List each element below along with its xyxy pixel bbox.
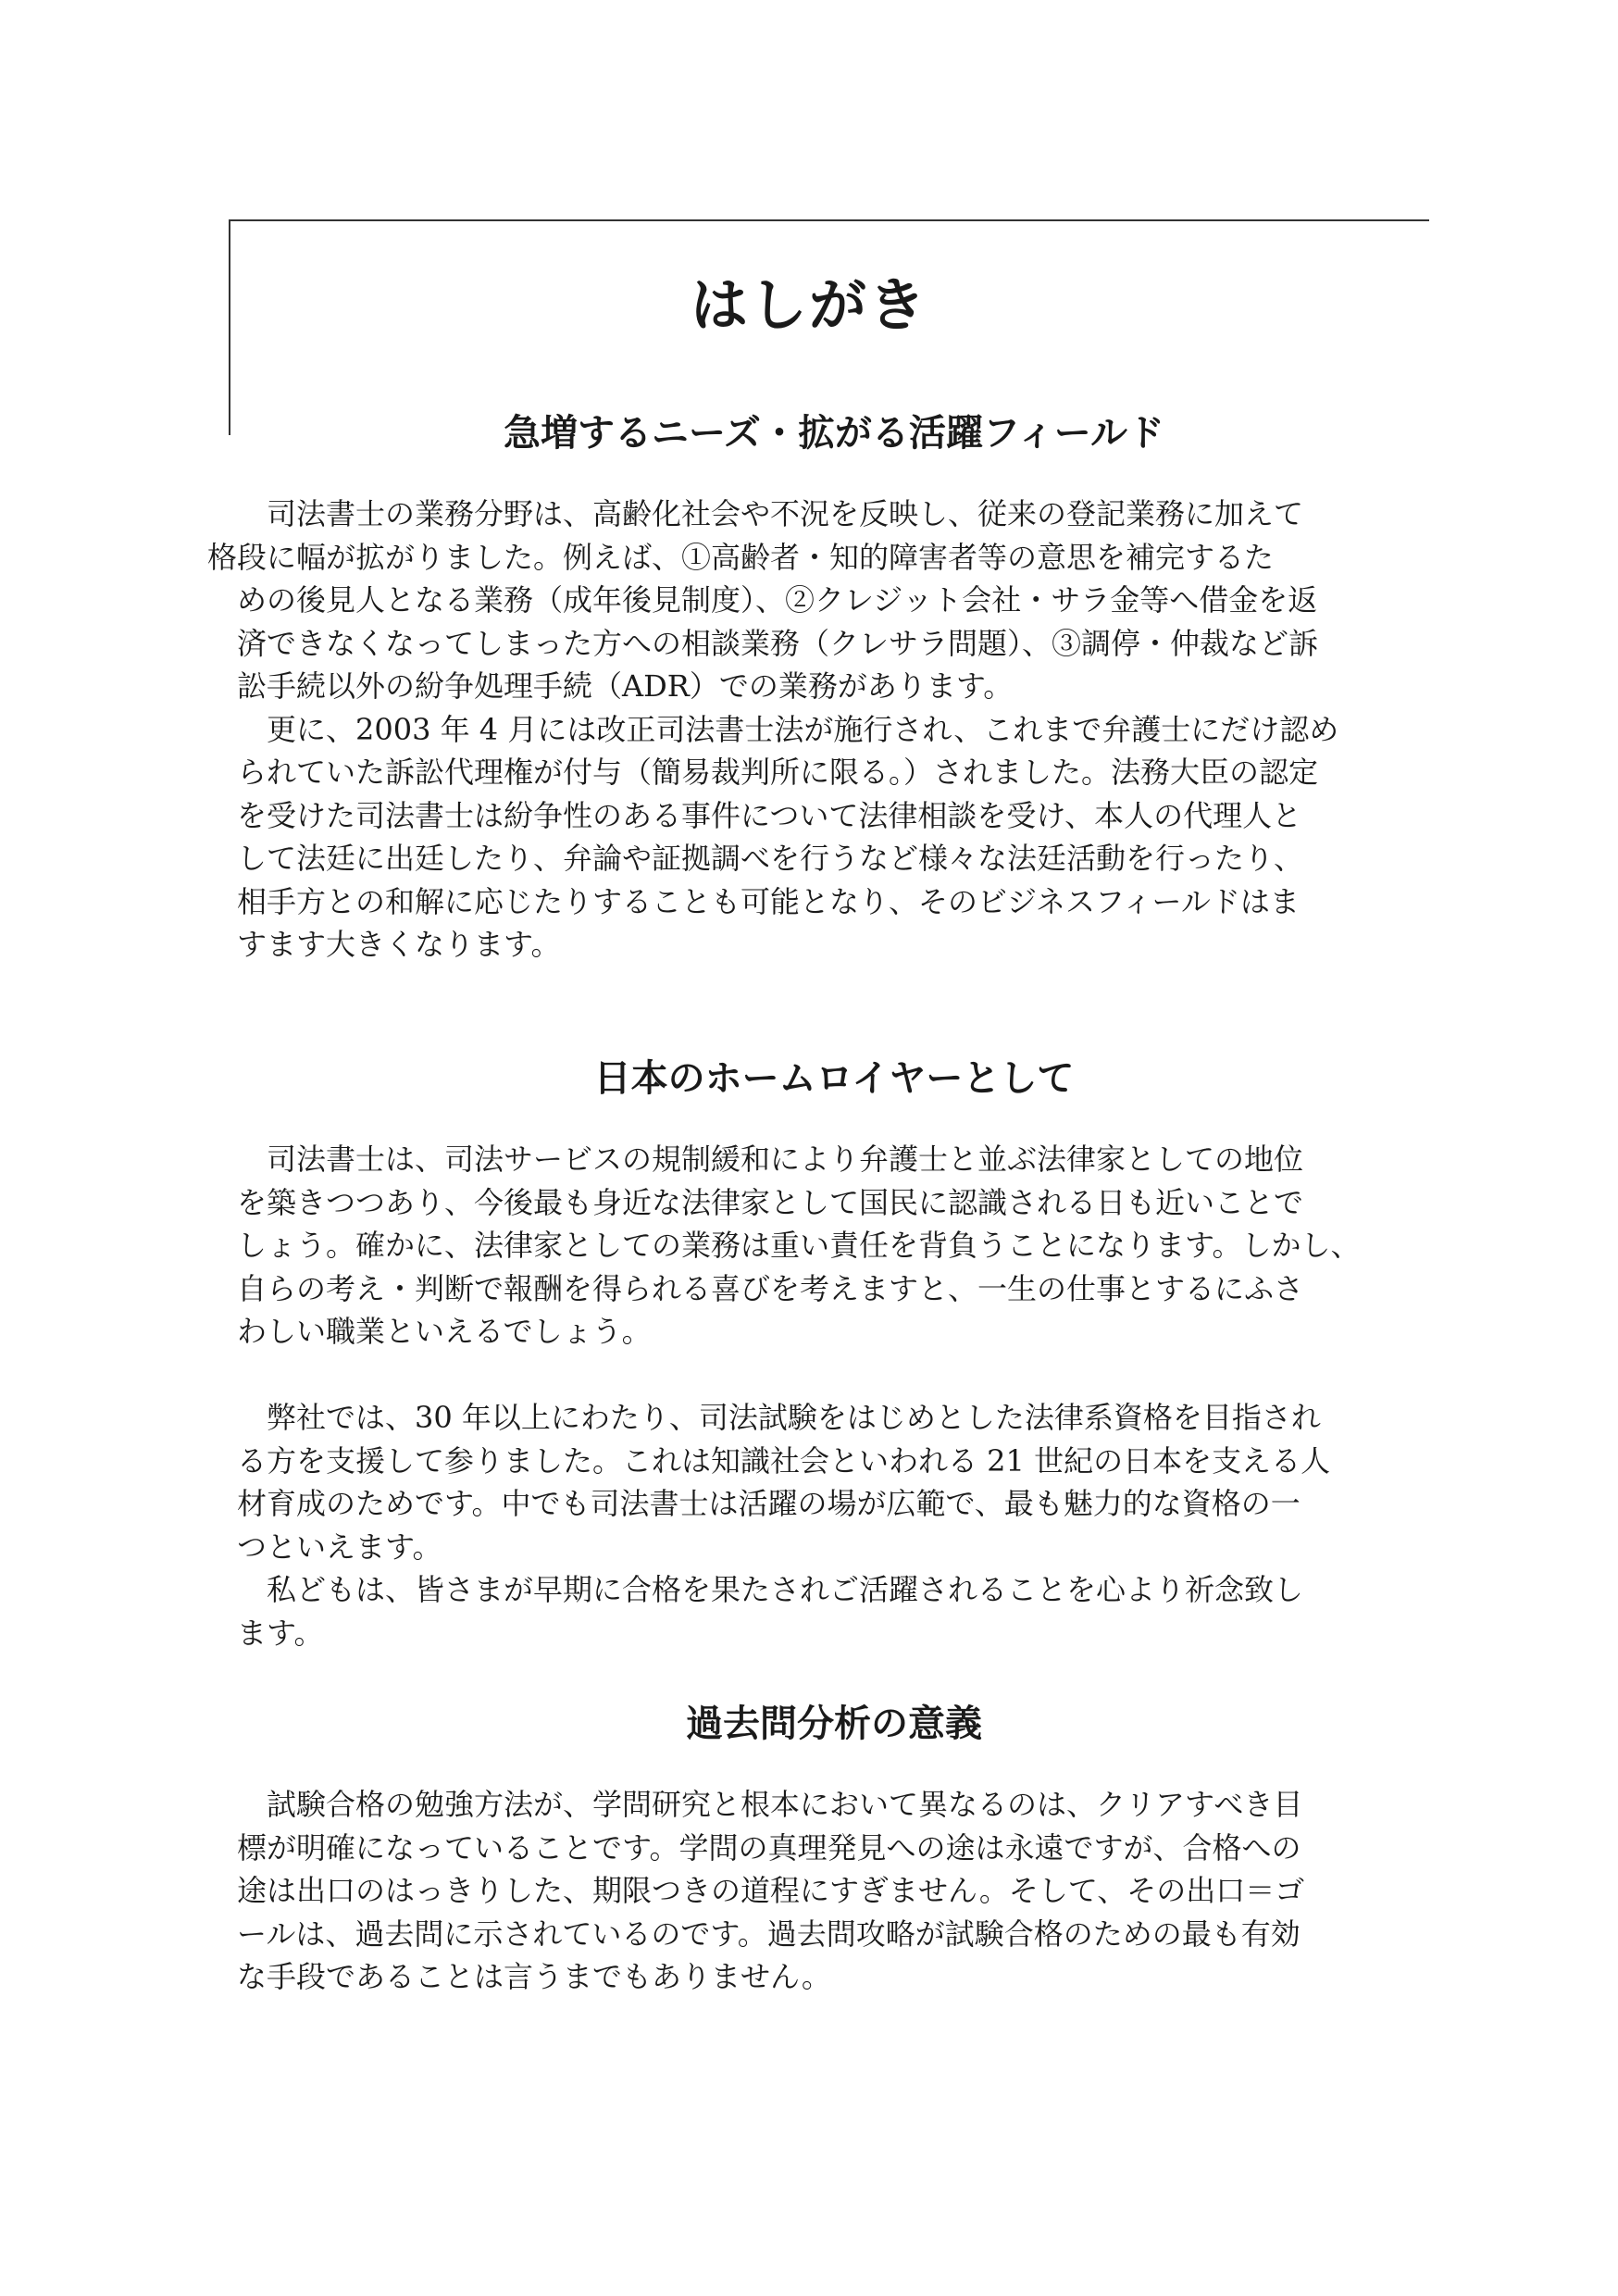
text-line: な手段であることは言うまでもありません。 bbox=[237, 1959, 831, 1994]
paragraph-gap bbox=[237, 1354, 1431, 1397]
text-line: 自らの考え・判断で報酬を得られる喜びを考えますと、一生の仕事とするにふさ bbox=[237, 1270, 1304, 1306]
text-line: して法廷に出廷したり、弁論や証拠調べを行うなど様々な法廷活動を行ったり、 bbox=[237, 841, 1304, 876]
text-line: 標が明確になっていることです。学問の真理発見への途は永遠ですが、合格への bbox=[237, 1829, 1301, 1866]
section-home-lawyer bbox=[237, 1053, 1431, 1654]
text-line: すます大きくなります。 bbox=[237, 927, 561, 962]
section-past-exams bbox=[237, 1698, 1431, 1999]
text-line: 訟手続以外の紛争処理手続（ADR）での業務があります。 bbox=[237, 668, 1014, 704]
text-line: ールは、過去問に示されているのです。過去問攻略が試験合格のための最も有効 bbox=[237, 1915, 1301, 1952]
paragraph bbox=[237, 708, 1431, 967]
paragraph bbox=[207, 493, 1431, 708]
text-line: る方を支援して参りました。これは知識社会といわれる 21 世紀の日本を支える人 bbox=[237, 1442, 1331, 1479]
frame-top-rule bbox=[229, 219, 1429, 221]
text-line: を築きつつあり、今後最も身近な法律家として国民に認識される日も近いことで bbox=[237, 1184, 1304, 1220]
paragraph bbox=[237, 1396, 1431, 1568]
text-line: 相手方との和解に応じたりすることも可能となり、そのビジネスフィールドはま bbox=[237, 883, 1300, 919]
text-line: を受けた司法書士は紛争性のある事件について法律相談を受け、本人の代理人と bbox=[237, 797, 1302, 833]
text-line: 司法書士の業務分野は、高齢化社会や不況を反映し、従来の登記業務に加えて bbox=[267, 496, 1304, 531]
text-line: 済できなくなってしまった方への相談業務（クレサラ問題）、③調停・仲裁など訴 bbox=[237, 625, 1319, 661]
text-line: しょう。確かに、法律家としての業務は重い責任を背負うことになります。しかし、 bbox=[237, 1228, 1361, 1263]
text-line: 更に、2003 年 4 月には改正司法書士法が施行され、これまで弁護士にだけ認め bbox=[267, 711, 1339, 747]
text-line: 弊社では、30 年以上にわたり、司法試験をはじめとした法律系資格を目指され bbox=[267, 1400, 1321, 1435]
text-line: 材育成のためです。中でも司法書士は活躍の場が広範で、最も魅力的な資格の一 bbox=[237, 1486, 1301, 1521]
section-heading: 急増するニーズ・拡がる活躍フィールド bbox=[504, 412, 1164, 455]
text-line: 格段に幅が拡がりました。例えば、①高齢者・知的障害者等の意思を補完するた bbox=[207, 539, 1275, 575]
section-needs bbox=[207, 407, 1431, 967]
text-line: 試験合格の勉強方法が、学問研究と根本において異なるのは、クリアすべき目 bbox=[267, 1787, 1303, 1822]
page-title: はしがき bbox=[690, 271, 927, 339]
text-line: めの後見人となる業務（成年後見制度）、②クレジット会社・サラ金等へ借金を返 bbox=[237, 582, 1318, 618]
text-line: られていた訴訟代理権が付与（簡易裁判所に限る。）されました。法務大臣の認定 bbox=[237, 755, 1319, 790]
text-line: 途は出口のはっきりした、期限つきの道程にすぎません。そして、その出口＝ゴ bbox=[237, 1873, 1305, 1908]
paragraph bbox=[237, 1138, 1431, 1354]
text-line: 私どもは、皆さまが早期に合格を果たされご活躍されることを心より祈念致し bbox=[267, 1572, 1304, 1607]
text-line: つといえます。 bbox=[237, 1529, 442, 1565]
text-line: ます。 bbox=[237, 1615, 324, 1651]
paragraph bbox=[237, 1783, 1431, 1999]
section-heading: 日本のホームロイヤーとして bbox=[593, 1057, 1075, 1100]
paragraph bbox=[237, 1568, 1431, 1654]
text-line: わしい職業といえるでしょう。 bbox=[237, 1314, 652, 1349]
text-line: 司法書士は、司法サービスの規制緩和により弁護士と並ぶ法律家としての地位 bbox=[267, 1142, 1304, 1177]
section-heading: 過去問分析の意義 bbox=[686, 1703, 982, 1745]
